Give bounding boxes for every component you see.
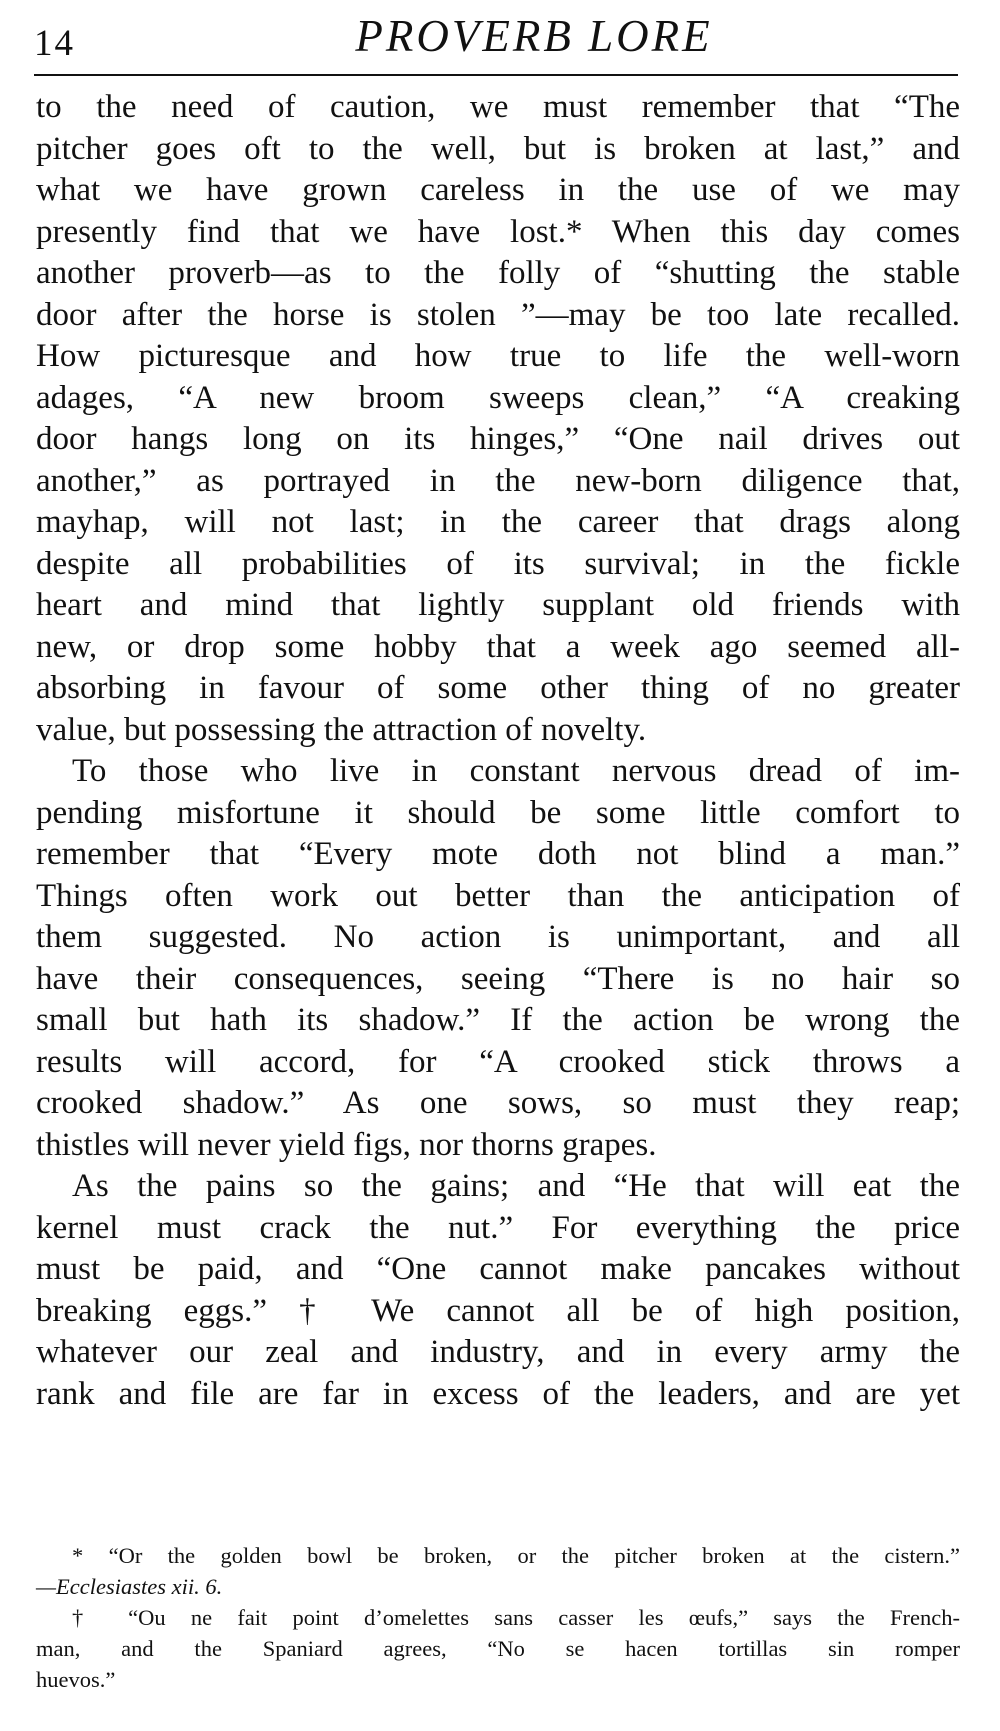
text-line: must be paid, and “One cannot make pancakes without bbox=[36, 1251, 960, 1287]
text-line: door after the horse is stolen ”—may be too late recalled. bbox=[36, 296, 960, 333]
footnote-line: —Ecclesiastes xii. 6. bbox=[36, 1574, 223, 1599]
text-line: new, or drop some hobby that a week ago seemed all- bbox=[36, 628, 960, 665]
page-number: 14 bbox=[34, 23, 75, 64]
text-line: rank and file are far in excess of the leaders, and are yet bbox=[36, 1375, 960, 1412]
paragraph-2 bbox=[36, 751, 960, 1166]
page-header bbox=[34, 10, 958, 76]
text-line: heart and mind that lightly supplant old friends with bbox=[36, 587, 960, 623]
text-line: value, but possessing the attraction of novelty. bbox=[36, 711, 647, 748]
text-line: Things often work out better than the anticipation of bbox=[36, 877, 960, 914]
text-line: mayhap, will not last; in the career that drags along bbox=[36, 504, 960, 540]
text-line: small but hath its shadow.” If the action be wrong the bbox=[36, 1002, 960, 1038]
paragraph-1 bbox=[36, 87, 960, 751]
footnotes bbox=[36, 1540, 960, 1695]
text-line: door hangs long on its hinges,” “One nail drives out bbox=[36, 421, 960, 457]
body-text bbox=[36, 87, 960, 1415]
text-line: them suggested. No action is unimportant, and all bbox=[36, 919, 960, 955]
text-line: breaking eggs.” † We cannot all be of high position, bbox=[36, 1292, 960, 1329]
text-line: How picturesque and how true to life the well-worn bbox=[36, 338, 960, 374]
text-line: presently find that we have lost.* When this day comes bbox=[36, 213, 960, 250]
text-line: kernel must crack the nut.” For everything the price bbox=[36, 1209, 960, 1246]
text-line: what we have grown careless in the use of we may bbox=[36, 172, 960, 208]
footnote-line: man, and the Spaniard agrees, “No se hacen tortillas sin romper bbox=[36, 1636, 960, 1661]
text-line: As the pains so the gains; and “He that will eat the bbox=[72, 1168, 960, 1204]
text-line: results will accord, for “A crooked stick throws a bbox=[36, 1043, 960, 1080]
footnote-line: * “Or the golden bowl be broken, or the pitcher broken at the cistern.” bbox=[72, 1543, 960, 1568]
text-line: pitcher goes oft to the well, but is broken at last,” and bbox=[36, 130, 960, 167]
text-line: to the need of caution, we must remember that “The bbox=[36, 89, 960, 125]
text-line: thistles will never yield figs, nor thorns grapes. bbox=[36, 1126, 657, 1163]
text-line: another proverb—as to the folly of “shutting the stable bbox=[36, 255, 960, 291]
text-line: despite all probabilities of its survival; in the fickle bbox=[36, 545, 960, 582]
text-line: absorbing in favour of some other thing of no greater bbox=[36, 670, 960, 706]
footnote-asterisk bbox=[36, 1540, 960, 1602]
running-title: PROVERB LORE bbox=[355, 11, 713, 61]
text-line: another,” as portrayed in the new-born diligence that, bbox=[36, 462, 960, 499]
footnote-dagger bbox=[36, 1602, 960, 1695]
text-line: adages, “A new broom sweeps clean,” “A creaking bbox=[36, 379, 960, 416]
footnote-line: † “Ou ne fait point d’omelettes sans casser les œufs,” says the French- bbox=[72, 1605, 960, 1630]
footnote-line: huevos.” bbox=[36, 1667, 116, 1692]
text-line: remember that “Every mote doth not blind a man.” bbox=[36, 836, 960, 872]
text-line: crooked shadow.” As one sows, so must they reap; bbox=[36, 1085, 960, 1121]
text-line: To those who live in constant nervous dread of im- bbox=[72, 753, 960, 789]
text-line: have their consequences, seeing “There is no hair so bbox=[36, 960, 960, 997]
text-line: whatever our zeal and industry, and in every army the bbox=[36, 1334, 960, 1370]
paragraph-3 bbox=[36, 1166, 960, 1415]
text-line: pending misfortune it should be some little comfort to bbox=[36, 794, 960, 831]
